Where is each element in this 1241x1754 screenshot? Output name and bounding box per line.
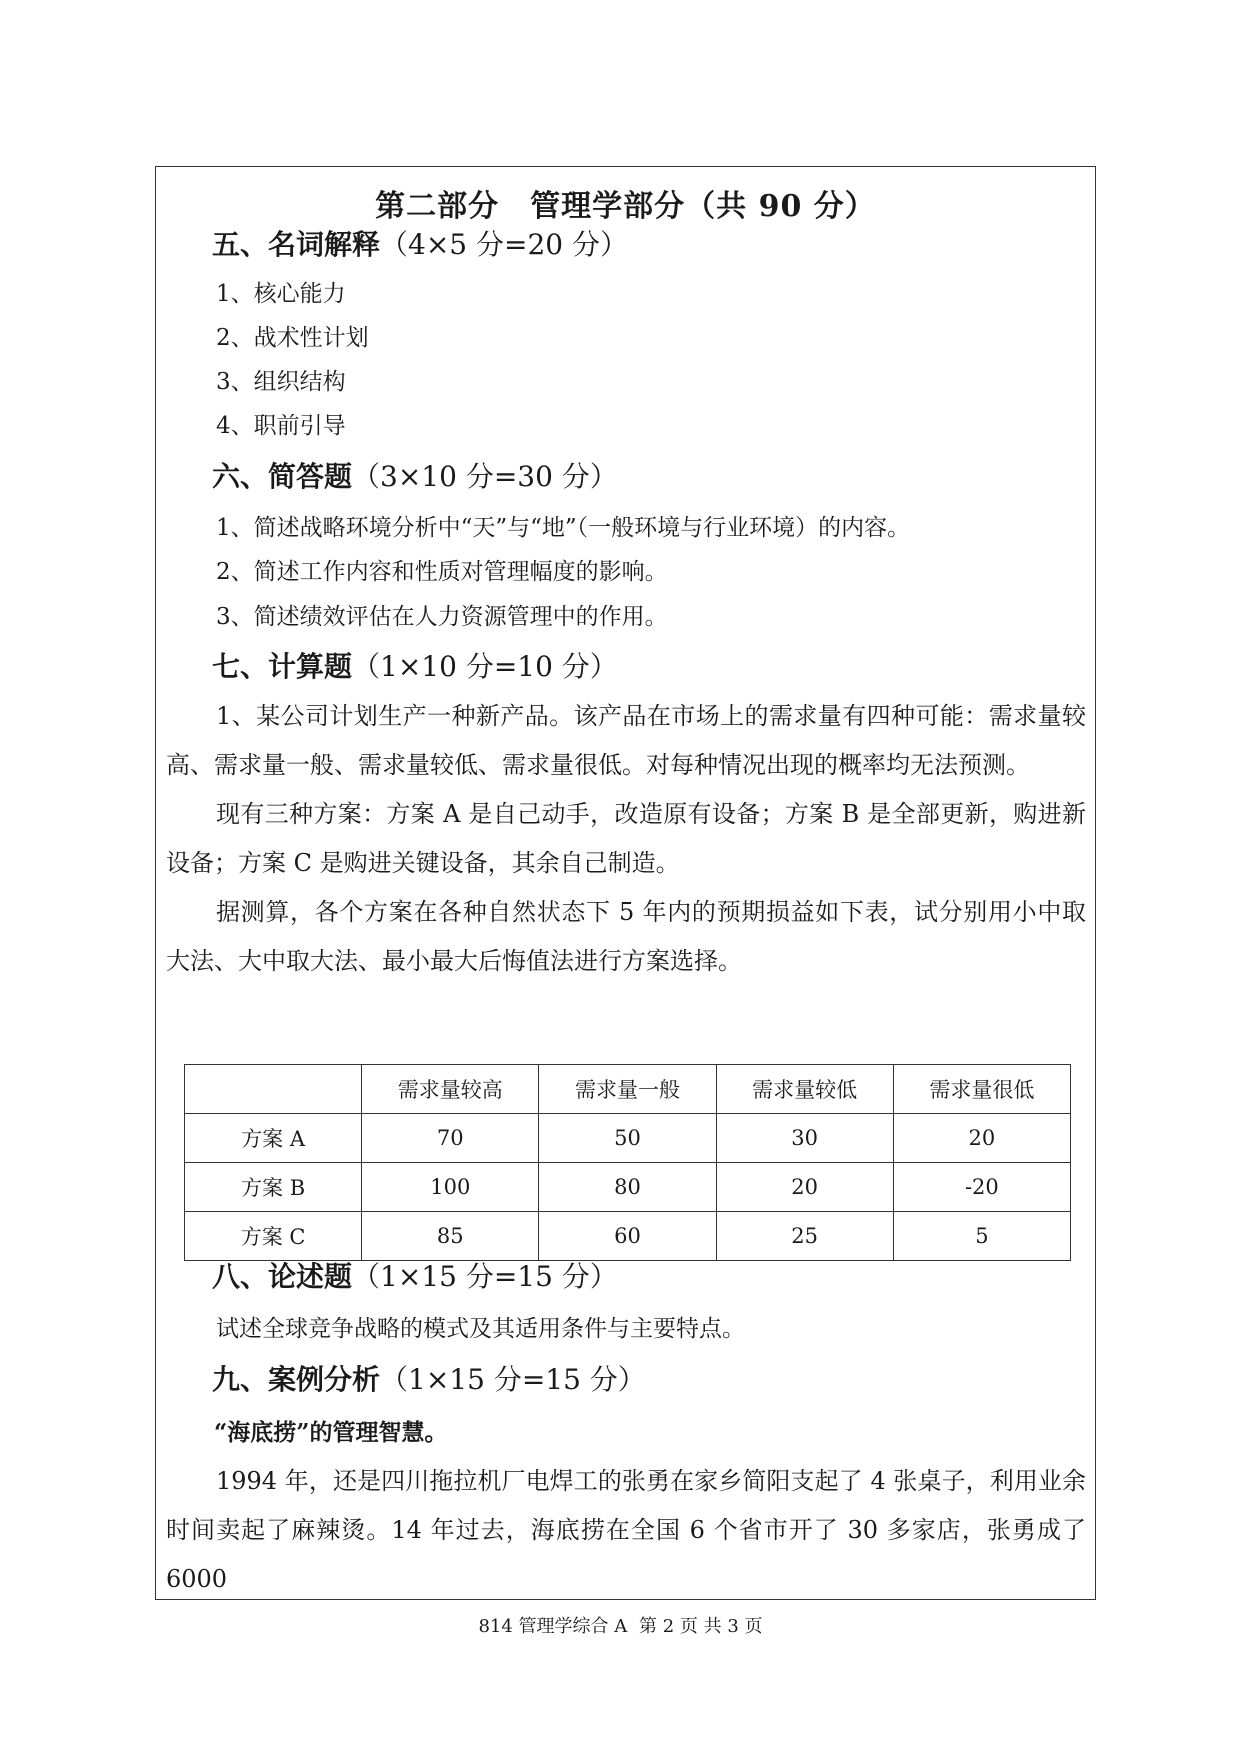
table-row xyxy=(185,1114,1071,1163)
table-header-cell: 需求量较低 xyxy=(716,1065,893,1114)
table-cell: -20 xyxy=(893,1163,1070,1212)
table-cell: 20 xyxy=(893,1114,1070,1163)
table-cell: 60 xyxy=(539,1212,716,1261)
footer-course: 814 管理学综合 A xyxy=(478,1616,628,1637)
short-answer-item: 1、简述战略环境分析中“天”与“地”（一般环境与行业环境）的内容。 xyxy=(216,515,911,541)
table-cell: 25 xyxy=(716,1212,893,1261)
table-header-row xyxy=(185,1065,1071,1114)
term-item: 1、核心能力 xyxy=(216,281,346,307)
section-heading-calc: 七、计算题（1×10 分=10 分） xyxy=(212,650,618,683)
section-heading-short-answer: 六、简答题（3×10 分=30 分） xyxy=(212,460,618,493)
table-cell: 方案 C xyxy=(185,1212,362,1261)
case-title: “海底捞”的管理智慧。 xyxy=(214,1419,448,1446)
table-header-cell: 需求量很低 xyxy=(893,1065,1070,1114)
part-title: 第二部分 管理学部分（共 90 分） xyxy=(375,189,876,224)
case-text: 1994 年，还是四川拖拉机厂电焊工的张勇在家乡简阳支起了 4 张桌子，利用业余时间卖起了麻辣烫。14 年过去，海底捞在全国 6 个省市开了 30 多家店，张勇成了 6000 xyxy=(166,1467,1086,1593)
term-item: 2、战术性计划 xyxy=(216,325,369,351)
table-header-cell xyxy=(185,1065,362,1114)
table-cell: 80 xyxy=(539,1163,716,1212)
section-heading-terms: 五、名词解释（4×5 分=20 分） xyxy=(212,228,628,261)
table-cell: 85 xyxy=(362,1212,539,1261)
table-cell: 5 xyxy=(893,1212,1070,1261)
table-header-cell: 需求量一般 xyxy=(539,1065,716,1114)
section-heading-case: 九、案例分析（1×15 分=15 分） xyxy=(212,1363,646,1396)
table-cell: 70 xyxy=(362,1114,539,1163)
table-cell: 30 xyxy=(716,1114,893,1163)
table-row xyxy=(185,1212,1071,1261)
table-cell: 20 xyxy=(716,1163,893,1212)
calc-paragraph-3: 据测算，各个方案在各种自然状态下 5 年内的预期损益如下表，试分别用小中取大法、大中取大法、最小最大后悔值法进行方案选择。 xyxy=(166,898,1086,975)
short-answer-item: 2、简述工作内容和性质对管理幅度的影响。 xyxy=(216,559,668,585)
exam-frame xyxy=(155,166,1096,1600)
page-footer xyxy=(0,1612,1241,1638)
table-cell: 方案 B xyxy=(185,1163,362,1212)
table-header-cell: 需求量较高 xyxy=(362,1065,539,1114)
table-cell: 方案 A xyxy=(185,1114,362,1163)
table-row xyxy=(185,1163,1071,1212)
short-answer-item: 3、简述绩效评估在人力资源管理中的作用。 xyxy=(216,604,668,630)
term-item: 4、职前引导 xyxy=(216,413,346,439)
table-cell: 100 xyxy=(362,1163,539,1212)
footer-page-number: 第 2 页 共 3 页 xyxy=(639,1616,763,1637)
essay-question: 试述全球竞争战略的模式及其适用条件与主要特点。 xyxy=(216,1316,745,1342)
calc-paragraph-2: 现有三种方案：方案 A 是自己动手，改造原有设备；方案 B 是全部更新，购进新设备；方案 C 是购进关键设备，其余自己制造。 xyxy=(166,800,1086,877)
payoff-table xyxy=(184,1064,1071,1261)
table-cell: 50 xyxy=(539,1114,716,1163)
section-heading-essay: 八、论述题（1×15 分=15 分） xyxy=(212,1260,618,1293)
calc-paragraph-1: 1、某公司计划生产一种新产品。该产品在市场上的需求量有四种可能：需求量较高、需求量一般、需求量较低、需求量很低。对每种情况出现的概率均无法预测。 xyxy=(166,702,1086,779)
term-item: 3、组织结构 xyxy=(216,369,346,395)
